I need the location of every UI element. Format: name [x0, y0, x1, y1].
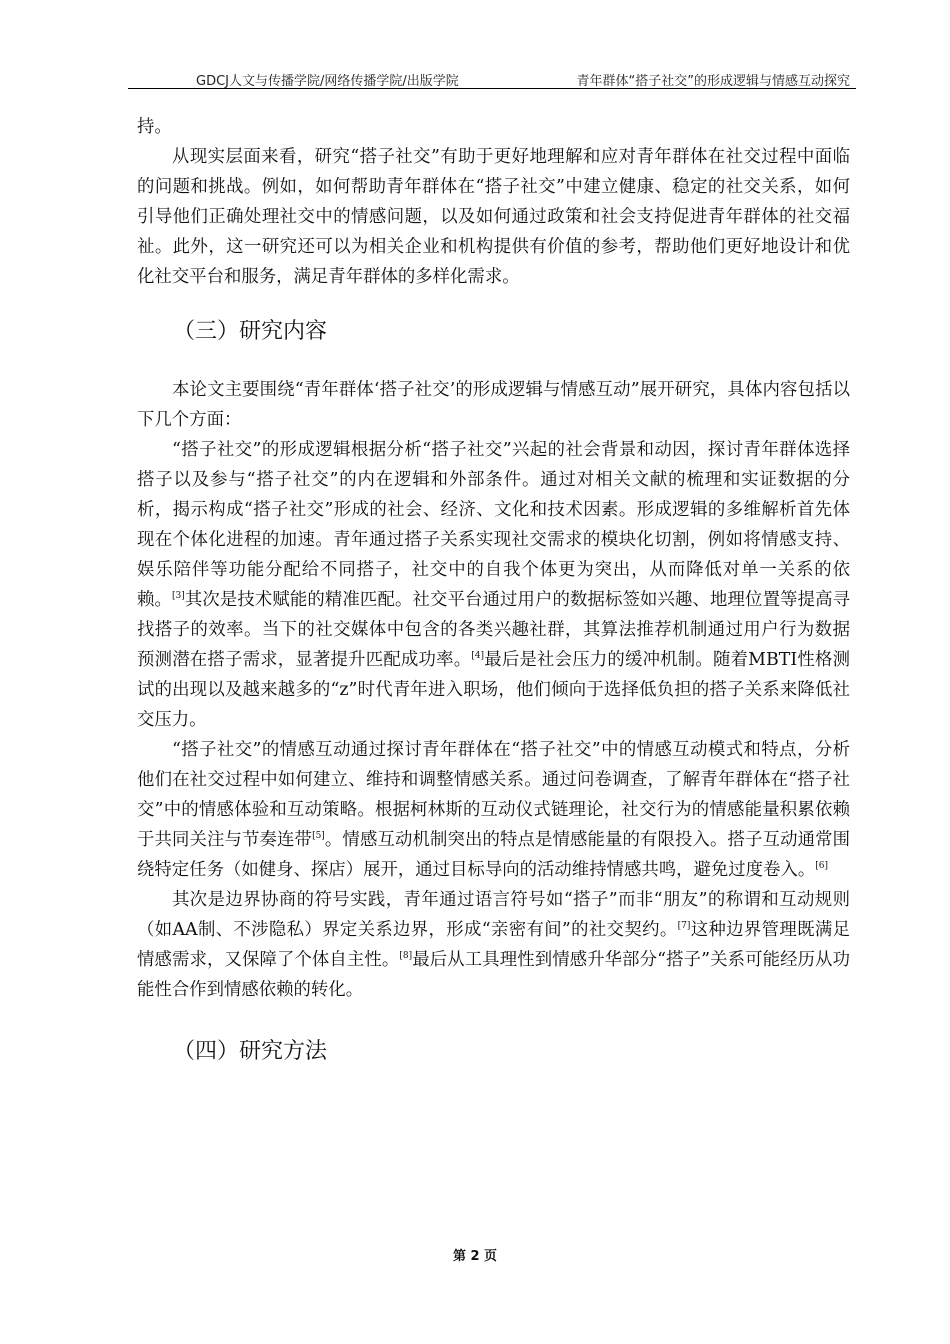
paragraph-intro: 本论文主要围绕“青年群体‘搭子社交’的形成逻辑与情感互动”展开研究，具体内容包括以下几个方面：: [137, 380, 850, 430]
section-heading-research-content: （三）研究内容: [173, 319, 328, 344]
text-run: 这种边界管理既满足情感需求，又保障了个体自主性。: [137, 920, 850, 970]
section-heading-research-methods: （四）研究方法: [173, 1039, 328, 1064]
paragraph-boundary-negotiation: [137, 885, 850, 1005]
running-header: [128, 68, 856, 89]
text-run: 其次是技术赋能的精准匹配。社交平台通过用户的数据标签如兴趣、地理位置等提高寻找搭子的效率。当下的社交媒体中包含的各类兴趣社群，其算法推荐机制通过用户行为数据预测潜在搭子需求，显著提升匹配成功率。: [137, 590, 850, 670]
page-body: [137, 112, 850, 1067]
paragraph-formation-logic: [137, 435, 850, 735]
text-run: 其次是边界协商的符号实践，青年通过语言符号如“搭子”而非“朋友”的称谓和互动规则（如AA制、不涉隐私）界定关系边界，形成“亲密有间”的社交契约。: [137, 890, 850, 940]
paragraph-emotional-interaction: [137, 735, 850, 885]
citation-ref: [6]: [815, 861, 828, 871]
text-run: 最后从工具理性到情感升华部分“搭子”关系可能经历从功能性合作到情感依赖的转化。: [137, 950, 850, 1000]
citation-ref: [3]: [172, 591, 185, 601]
citation-ref: [8]: [399, 951, 413, 961]
text-run: “搭子社交”的形成逻辑根据分析“搭子社交”兴起的社会背景和动因，探讨青年群体选择搭子以及参与“搭子社交”的内在逻辑和外部条件。通过对相关文献的梳理和实证数据的分析，揭示构成“搭子社交”形成的社会、经济、文化和技术因素。形成逻辑的多维解析首先体现在个体化进程的加速。青年通过搭子关系实现社交需求的模块化切割，例如将情感支持、娱乐陪伴等功能分配给不同搭子，社交中的自我个体更为突出，从而降低对单一关系的依赖。: [137, 440, 850, 610]
header-institution: GDCJ人文与传播学院/网络传播学院/出版学院: [196, 74, 459, 89]
citation-ref: [7]: [677, 921, 691, 931]
paragraph-continuation: 持。: [137, 117, 172, 137]
citation-ref: [4]: [471, 651, 485, 661]
text-run: 最后是社会压力的缓冲机制。随着MBTI性格测试的出现以及越来越多的“z”时代青年进入职场，他们倾向于选择低负担的搭子关系来降低社交压力。: [137, 650, 850, 730]
text-run: 。情感互动机制突出的特点是情感能量的有限投入。搭子互动通常围绕特定任务（如健身、探店）展开，通过目标导向的活动维持情感共鸣，避免过度卷入。: [137, 830, 850, 880]
header-paper-title: 青年群体“搭子社交”的形成逻辑与情感互动探究: [576, 74, 850, 89]
paragraph-practical-significance: 从现实层面来看，研究“搭子社交”有助于更好地理解和应对青年群体在社交过程中面临的问题和挑战。例如，如何帮助青年群体在“搭子社交”中建立健康、稳定的社交关系，如何引导他们正确处理社交中的情感问题，以及如何通过政策和社会支持促进青年群体的社交福祉。此外，这一研究还可以为相关企业和机构提供有价值的参考，帮助他们更好地设计和优化社交平台和服务，满足青年群体的多样化需求。: [137, 147, 850, 287]
text-run: “搭子社交”的情感互动通过探讨青年群体在“搭子社交”中的情感互动模式和特点，分析他们在社交过程中如何建立、维持和调整情感关系。通过问卷调查，了解青年群体在“搭子社交”中的情感体验和互动策略。根据柯林斯的互动仪式链理论，社交行为的情感能量积累依赖于共同关注与节奏连带: [137, 740, 850, 850]
page-number: 第 2 页: [452, 1249, 498, 1264]
citation-ref: [5]: [312, 831, 325, 841]
